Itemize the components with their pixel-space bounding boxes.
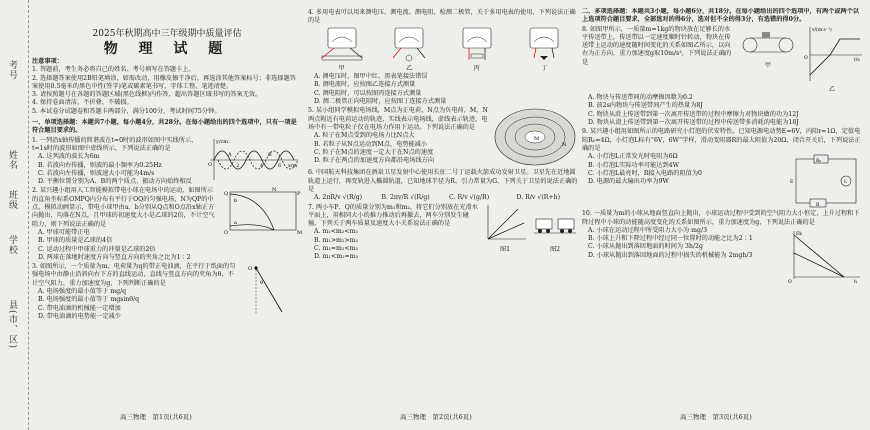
q6-option-a: A. 2πR/v √(R/g) xyxy=(314,194,363,202)
q10-ek-label: Ek xyxy=(796,231,803,237)
q7-graph-figure-1 xyxy=(482,203,528,243)
q8-stem: 8. 如图甲所示，一质量m=1kg的物块放在足够长的水平传送带上，传送带以一定速度顺时针转动，物块在传送带上运动的速度随时间变化的关系如图乙所示，以向右为正方向，重力加速度g取10m/s²，下列说法正确的是 xyxy=(582,25,732,66)
column-page-1 xyxy=(32,8,302,404)
q1-point-b: B xyxy=(268,151,272,158)
q1-y-label: y/cm xyxy=(216,138,229,145)
q7-carts-figure-2 xyxy=(532,203,578,243)
q4-figure-label-c: 丙 xyxy=(473,64,480,72)
q9-label-r0: R₀ xyxy=(816,159,822,165)
q9-label-r: R xyxy=(816,203,820,209)
q2-option-c: C. 运动过程中甲球重力的冲量是乙球的2倍 xyxy=(38,245,156,253)
q1-option-a: A. 这列波的波长为6m xyxy=(38,153,100,161)
section-1-heading: 一、单项选择题：本题共7小题，每小题4分，共28分。在每小题给出的四个选项中，只有一项是符合题目要求的。 xyxy=(32,119,297,135)
note-item: 4. 保持卷面清洁，不折叠、不破损。 xyxy=(32,99,133,107)
note-item: 3. 请按照题号在各题的答题区域(黑色线框)内作答，超出答题区域书写的答案无效。 xyxy=(32,91,262,99)
q2-label-m: M xyxy=(297,230,302,237)
q10-origin: O xyxy=(788,279,792,283)
q2-stem: 2. 某兴趣小组用人工智能模拟带电小球在电场中的运动，如图所示的直角坐标系OMPQ内分布有平行于OQ的匀强电场，N为QP的中点，模拟动画显示，带电小球甲由a、b分别从Q点和O点沿x轴正方向抛出，均落在N点，且甲球的初速度大小是乙球的2倍，不计空气阻力，则下列说法正确的是 xyxy=(32,187,215,228)
q5-stem: 5. 某小组同学模拟电场线，M点为正电荷，N点为负电荷，M、N两点附近有电荷运动的轨迹，实线表示电场线，虚线表示轨迹，电场中有一带电粒子仅在电场力作用下运动。下列说法正确的是 xyxy=(308,107,488,131)
q4-option-a: A. 测电压时，图甲中红、黑表笔接法错误 xyxy=(314,73,428,81)
question-1 xyxy=(32,136,302,187)
q4-figure-label-b: 乙 xyxy=(406,64,413,72)
q10-option-a: A. 小球在运动过程中所受阻力大小为 mg/3 xyxy=(588,226,708,234)
q2-option-b: B. 甲球的质量是乙球的4倍 xyxy=(38,237,113,245)
q2-label-a: a xyxy=(234,220,237,227)
q1-x-label: x/m xyxy=(288,162,298,169)
q7-option-b: B. m₁>m₂>m₃ xyxy=(314,236,358,244)
q2-label-q: Q xyxy=(224,191,229,198)
q8-conveyor-figure xyxy=(740,25,796,59)
q5-option-a: A. 粒子在M点受到的电场力比N点大 xyxy=(314,132,415,140)
q3-stem: 3. 如图所示，一个质量为m、电荷量为q的带正电油滴，在平行于纸面的匀强电场中由静止沿斜向右下方的直线运动，直线与竖直方向的夹角为θ，不计空气阻力，重力加速度为g，下列判断正确的是 xyxy=(32,263,236,287)
q8-option-b: B. 前2s内物块与传送带间产生的热量为8J xyxy=(588,102,703,110)
q8-option-d: D. 物块从滑上传送带到第一次离开传送带的过程中传送带多消耗的电能为18J xyxy=(588,119,799,127)
page-footer-2: 高三物理 第2页(共6页) xyxy=(400,413,472,421)
label-xian: 县(市、区) xyxy=(7,300,17,350)
question-3 xyxy=(32,262,302,321)
q10-option-c: C. 小球从抛出到落回地面的时间为 3h/2g xyxy=(588,243,703,251)
q8-option-a: A. 物块与传送带间的动摩擦因数为0.2 xyxy=(588,94,693,102)
q4-option-d: D. 测二极管正向电阻时，应按图丁连接方式测量 xyxy=(314,98,447,106)
q1-option-d: D. 平衡位置分别为A、B的两个质点，振动方向始终相反 xyxy=(38,178,192,186)
label-xingming: 姓名 xyxy=(7,150,17,170)
question-5 xyxy=(308,106,578,168)
question-7 xyxy=(308,203,578,262)
q3-option-d: D. 带电油滴的电势能一定减少 xyxy=(38,312,121,320)
q10-option-d: D. 小球从抛出到落回地面的过程中损失的机械能为 2mgh/3 xyxy=(588,251,753,259)
q10-stem: 10. 一质量为m的小球从地面竖直向上抛出，小球运动过程中受到的空气阻力大小恒定，上升过程和下降过程中小球的动能随高度变化的关系如图所示，重力加速度为g，下列说法正确的是 xyxy=(582,210,860,226)
q5-option-c: C. 粒子在M点的速度一定大于在N点的速度 xyxy=(314,148,434,156)
q1-stem: 1. 一列沿x轴传播的简谐波在t=0时的波形如图中实线所示，t=1s时的波形如图中虚线所示，下列说法正确的是 xyxy=(32,136,198,152)
q1-option-c: C. 若波向左传播，则波速大小可能为4m/s xyxy=(38,169,155,177)
q5-label-m: M xyxy=(534,136,540,143)
q2-label-b: b xyxy=(234,198,238,205)
q7-option-c: C. m₁=m₂<m₃ xyxy=(314,245,358,253)
q6-options xyxy=(308,194,578,202)
q4-meter-figure-c xyxy=(449,26,505,62)
q7-option-d: D. m₁<m₂=m₃ xyxy=(314,253,359,261)
q6-option-b: B. 2πv/R √(R/g) xyxy=(381,194,430,202)
subject-title: 物 理 试 题 xyxy=(103,41,231,57)
column-page-2 xyxy=(308,8,578,404)
q9-option-a: A. 小灯泡L正常发光时电阻为6Ω xyxy=(588,153,678,161)
q3-oil-drop-figure xyxy=(242,262,302,318)
q6-stem: 6. 中国航天科技集团在酒泉卫星发射中心使用长征二号丁运载火箭成功发射卫星。卫星先在近地圆轨道上运行，再变轨进入椭圆轨道，已知地球半径为R，引力常量为G，下列关于卫星的说法正确的是 xyxy=(308,169,578,193)
q3-label-theta: θ xyxy=(260,280,264,287)
q1-tick: 6 xyxy=(278,162,282,169)
page-footer-3: 高三物理 第3页(共6页) xyxy=(680,413,752,421)
q8-option-c: C. 物块从滑上传送带到第一次离开传送带的过程中摩擦力对物块做的功为12J xyxy=(588,110,799,118)
q4-meter-figure-a xyxy=(314,26,370,62)
q8-origin: O xyxy=(804,55,808,61)
q1-origin: O xyxy=(208,161,213,168)
q7-figure-label-1: 图1 xyxy=(499,245,511,253)
q9-option-d: D. 电源的最大输出功率为9W xyxy=(588,178,669,186)
label-banji: 班级 xyxy=(7,190,17,210)
q9-stem: 9. 某兴趣小组用如图所示的电路研究小灯泡的伏安特性。已知电源电动势E=6V，内阻r=1Ω，定值电阻R₀=4Ω，小灯泡L标有“6V，6W”字样，滑动变阻器R的最大阻值为20Ω，闭合开关后，下列说法正确的是 xyxy=(582,128,861,152)
q2-label-o: O xyxy=(224,230,229,237)
label-kaohao: 考号 xyxy=(7,60,17,80)
q3-option-a: A. 电场强度的最小值等于 mg/q xyxy=(38,288,127,296)
question-9 xyxy=(582,153,864,209)
q2-option-a: A. 甲球可能带正电 xyxy=(38,228,90,236)
q7-figure-label-2: 图2 xyxy=(549,245,561,253)
q4-stem: 4. 多用电表可以用来测电压、测电流、测电阻、检测二极管，关于多用电表的使用，下列说法正确的是 xyxy=(308,9,576,25)
q9-label-e: E xyxy=(790,180,794,186)
q4-option-c: C. 测电阻时，可以按图丙连接方式测量 xyxy=(314,89,422,97)
q10-h-label: h xyxy=(854,279,857,283)
q2-field-figure xyxy=(222,186,302,236)
q4-figures xyxy=(308,26,578,74)
q8-v-label: v/(m·s⁻¹) xyxy=(812,27,832,33)
note-item: 5. 本试卷分试题卷和答题卡两部分，满分100分，考试时间75分钟。 xyxy=(32,107,221,115)
section-2-heading: 二、多项选择题：本题共3小题，每小题6分，共18分。在每小题给出的四个选项中，有两个或两个以上选项符合题目要求，全部选对的得6分，选对但不全的得3分，有选错的得0分。 xyxy=(582,8,860,24)
q9-label-l: L xyxy=(844,180,847,186)
q5-field-lines-figure xyxy=(492,106,578,168)
q4-figure-label-a: 甲 xyxy=(338,64,345,72)
note-item: 1. 答题前，考生务必将自己的姓名、考号填写在答题卡上。 xyxy=(32,66,195,74)
q9-option-c: C. 小灯泡L最亮时，R接入电路的阻值为0 xyxy=(588,169,702,177)
column-page-3 xyxy=(582,8,864,404)
q4-meter-figure-b xyxy=(381,26,437,62)
q7-option-a: A. m₁<m₂<m₃ xyxy=(314,228,358,236)
q10-ek-graph xyxy=(784,227,864,283)
q10-option-b: B. 小球上升和下降过程中经过同一位置时的动能之比为2∶1 xyxy=(588,235,753,243)
q9-option-b: B. 小灯泡L实际功率可能达到4W xyxy=(588,161,679,169)
q8-t-label: t/s xyxy=(854,57,860,63)
q9-circuit-figure xyxy=(788,153,864,209)
q4-option-b: B. 测电流时，应按图乙连接方式测量 xyxy=(314,81,416,89)
q6-option-c: C. R/v √(g/R) xyxy=(449,194,490,202)
q2-label-p: P xyxy=(297,191,301,198)
q3-option-c: C. 带电油滴的机械能一定增加 xyxy=(38,304,121,312)
q5-option-b: B. 若粒子从N点运动到M点，电势能减小 xyxy=(314,140,428,148)
q8-vt-graph xyxy=(800,25,864,83)
q4-figure-label-d: 丁 xyxy=(541,64,548,72)
q2-label-n: N xyxy=(272,187,277,194)
page-footer-1: 高三物理 第1页(共6页) xyxy=(120,413,192,421)
q5-option-d: D. 粒子在两点的加速度方向都沿电场线方向 xyxy=(314,157,435,165)
q6-option-d: D. R/v √(R+h) xyxy=(516,194,560,202)
note-item: 2. 选择题答案使用2B铅笔填涂，如需改动，用橡皮擦干净后，再选涂其他答案标号；非选择题答案使用0.5毫米的黑色中性(签字)笔或碳素笔书写，字体工整、笔迹清楚。 xyxy=(32,74,296,90)
q8-figure-label-a: 甲 xyxy=(764,61,772,69)
question-8 xyxy=(582,25,864,95)
q3-option-b: B. 电场强度的最小值等于 mgsinθ/q xyxy=(38,296,140,304)
q1-tick: 4 xyxy=(260,162,264,169)
binding-margin xyxy=(0,0,29,430)
q4-meter-figure-d xyxy=(516,26,572,62)
q1-wave-figure xyxy=(202,136,302,182)
q8-figure-label-b: 乙 xyxy=(828,85,836,93)
q1-point-a: A xyxy=(228,151,232,158)
q5-label-n: N xyxy=(562,142,567,149)
q1-tick: 2 xyxy=(236,162,240,169)
q1-option-b: B. 若波向右传播，则波的最小频率为0.25Hz xyxy=(38,161,162,169)
q7-stem: 7. 两小车P、Q的质量分别为m₁和m₂，将它们分别放在光滑水平面上，用相同大小的推力推动后再撤去，两车分别发生碰撞，下列关于两车质量及速度大小关系说法正确的是 xyxy=(308,203,478,228)
question-2 xyxy=(32,186,302,262)
question-10 xyxy=(582,227,864,283)
q2-option-d: D. 两球在落地时速度方向与竖直方向的夹角之比为1∶2 xyxy=(38,253,191,261)
q3-label-o: O xyxy=(248,266,253,273)
notes-title: 注意事项： xyxy=(32,58,63,65)
label-xuexiao: 学校 xyxy=(7,235,17,255)
exam-title: 2025年秋期高中三年级期中质量评估 xyxy=(92,29,242,39)
